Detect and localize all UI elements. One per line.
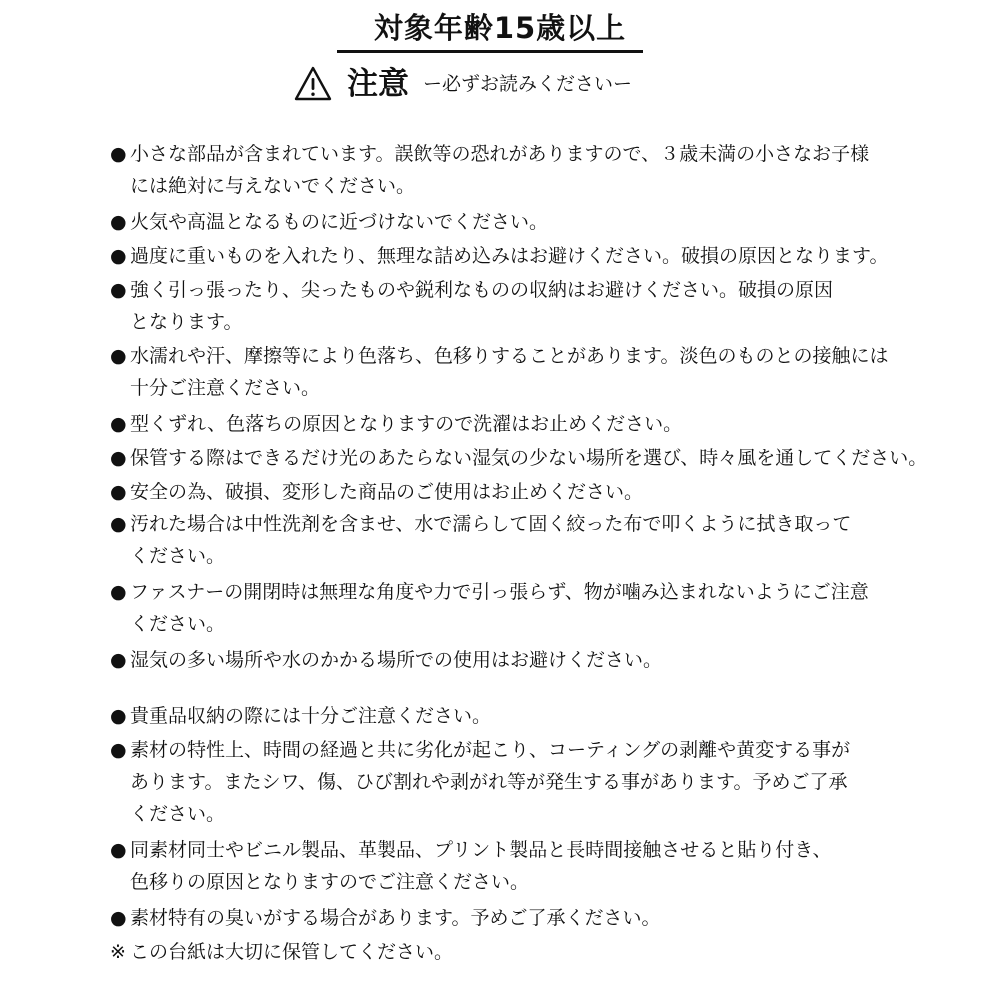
notice-text-line: あります。またシワ、傷、ひび割れや剥がれ等が発生する事があります。予めご了承 (130, 771, 848, 793)
bullet-dot-icon: ● (110, 705, 127, 727)
bullet-dot-icon: ● (110, 907, 127, 929)
notice-text-line: 保管する際はできるだけ光のあたらない湿気の少ない場所を選び、時々風を通してください。 (130, 447, 928, 469)
bullet-dot-icon: ● (110, 513, 127, 535)
title-underline (337, 50, 643, 53)
notice-item (110, 734, 892, 830)
notice-text-line: となります。 (130, 311, 243, 333)
notice-item (110, 442, 928, 474)
notice-text-line: 小さな部品が含まれています。誤飲等の恐れがありますので、３歳未満の小さなお子様 (130, 143, 870, 165)
notice-text-line: 貴重品収納の際には十分ご注意ください。 (130, 705, 492, 727)
bullet-dot-icon: ● (110, 581, 127, 603)
warning-triangle-icon (293, 65, 333, 103)
notice-text-line: 素材特有の臭いがする場合があります。予めご了承ください。 (130, 907, 661, 929)
notice-text-line: 汚れた場合は中性洗剤を含ませ、水で濡らして固く絞った布で叩くように拭き取って (130, 513, 852, 535)
bullet-dot-icon: ● (110, 413, 127, 435)
notice-item (110, 408, 892, 440)
notice-item (110, 340, 892, 404)
notice-item (110, 576, 892, 640)
bullet-dot-icon: ● (110, 345, 127, 367)
bullet-dot-icon: ● (110, 839, 127, 861)
bullet-dot-icon: ● (110, 739, 127, 761)
notice-text-line: 水濡れや汗、摩擦等により色落ち、色移りすることがあります。淡色のものとの接触には (130, 345, 889, 367)
notice-item (110, 834, 892, 898)
notice-text-line: ください。 (130, 545, 226, 567)
age-limit-title: 対象年齢15歳以上 (373, 11, 627, 45)
notice-text-line: には絶対に与えないでください。 (130, 175, 416, 197)
notice-text-line: 素材の特性上、時間の経過と共に劣化が起こり、コーティングの剥離や黄変する事が (130, 739, 851, 761)
bullet-dot-icon: ● (110, 649, 127, 671)
notice-item (110, 936, 892, 968)
notice-item (110, 240, 892, 272)
notice-text-line: 色移りの原因となりますのでご注意ください。 (130, 871, 530, 893)
notice-text-line: 湿気の多い場所や水のかかる場所での使用はお避けください。 (130, 649, 663, 671)
caution-header (293, 62, 632, 106)
bullet-dot-icon: ● (110, 143, 127, 165)
bullet-dot-icon: ● (110, 211, 127, 233)
notice-item (110, 274, 892, 338)
bullet-dot-icon: ● (110, 481, 127, 503)
notice-item (110, 206, 892, 238)
notice-text-line: 型くずれ、色落ちの原因となりますので洗濯はお止めください。 (130, 413, 683, 435)
notice-text-line: この台紙は大切に保管してください。 (130, 941, 454, 963)
notice-item (110, 476, 892, 508)
notice-item (110, 902, 892, 934)
notice-text-line: 十分ご注意ください。 (130, 377, 321, 399)
notice-item (110, 138, 892, 202)
notice-text-line: 同素材同士やビニル製品、革製品、プリント製品と長時間接触させると貼り付き、 (130, 839, 832, 861)
reference-mark-icon: ※ (110, 941, 126, 963)
notice-text-line: ください。 (130, 613, 226, 635)
notice-text-line: 安全の為、破損、変形した商品のご使用はお止めください。 (130, 481, 644, 503)
caution-subtitle: ー必ずお読みくださいー (423, 73, 633, 95)
notice-text-line: ください。 (130, 803, 226, 825)
notice-item (110, 700, 892, 732)
caution-heading: 注意 (347, 66, 409, 102)
notice-text-line: 強く引っ張ったり、尖ったものや鋭利なものの収納はお避けください。破損の原因 (130, 279, 834, 301)
notice-text-line: 火気や高温となるものに近づけないでください。 (130, 211, 549, 233)
notice-text-line: 過度に重いものを入れたり、無理な詰め込みはお避けください。破損の原因となります。 (130, 245, 889, 267)
notice-item (110, 644, 892, 676)
bullet-dot-icon: ● (110, 279, 127, 301)
bullet-dot-icon: ● (110, 245, 127, 267)
notice-item (110, 508, 892, 572)
notice-text-line: ファスナーの開閉時は無理な角度や力で引っ張らず、物が噛み込まれないようにご注意 (130, 581, 869, 603)
bullet-dot-icon: ● (110, 447, 127, 469)
